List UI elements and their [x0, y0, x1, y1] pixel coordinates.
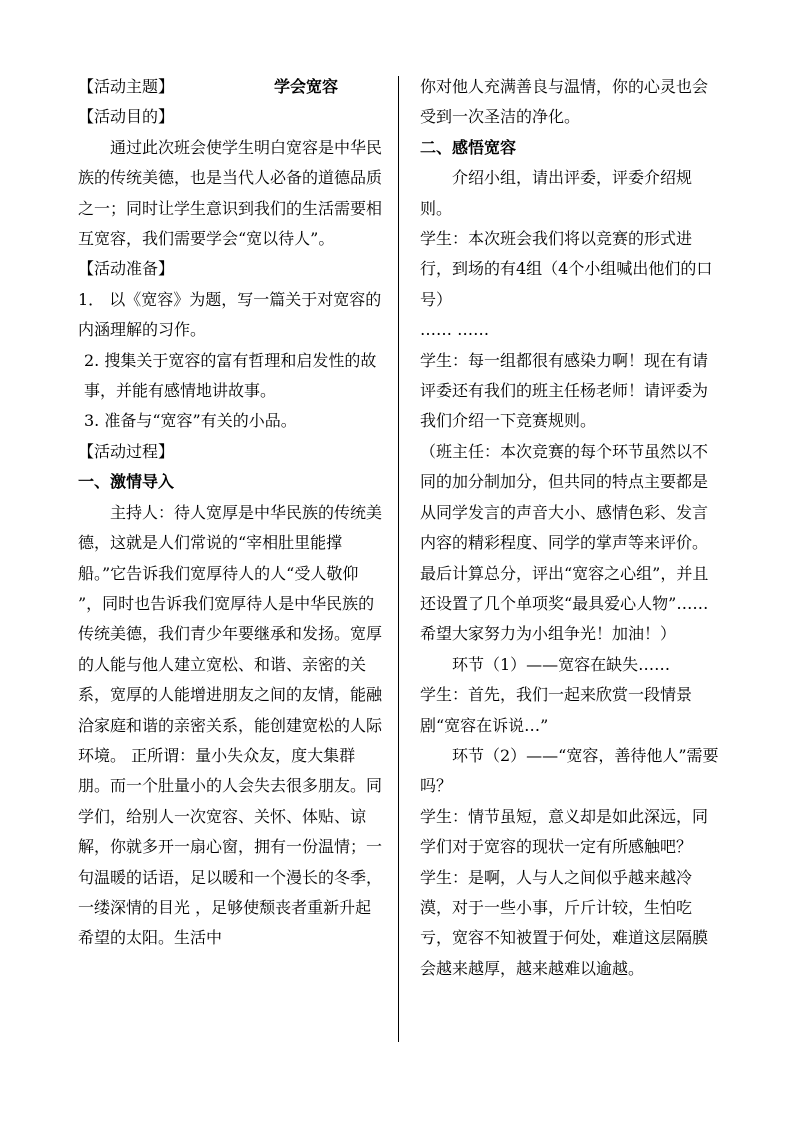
prep-item: 1． 以《宽容》为题，写一篇关于对宽容的内涵理解的习作。: [78, 289, 382, 340]
purpose-text: 通过此次班会使学生明白宽容是中华民族的传统美德，也是当代人必备的道德品质之一；同时让学生意识到我们的生活需要相互宽容，我们需要学会“宽以待人”。: [78, 137, 383, 249]
step-2: 环节（2）——“宽容，善待他人”需要吗？: [420, 745, 719, 796]
prep-item: 2. 搜集关于宽容的富有哲理和启发性的故事，并能有感情地讲故事。: [84, 350, 377, 401]
ellipsis: …… ……: [420, 320, 490, 340]
section1-text: 主持人：待人宽厚是中华民族的传统美德，这就是人们常说的“宰相肚里能撑船。”它告诉我们宽厚待人的人“受人敬仰 ”，同时也告诉我们宽厚待人是中华民族的传统美德，我们青少年要继承和发扬。宽厚的人能与他人建立宽松、和谐、亲密的关系，宽厚的人能增进朋友之间的友情，能融洽家庭和谐的亲密关系，能创建宽松的人际环境。 正所谓：量小失众友，度大集群朋。而一个肚量小的人会失去很多朋友。同学们，给别人一次宽容、关怀、体贴、谅解，你就多开一扇心窗，拥有一份温情；一句温暖的话语，足以暖和一个漫长的冬季，一缕深情的目光 ，足够使颓丧者重新升起希望的太阳。生活中: [78, 502, 383, 948]
prep-item: 3. 准备与“宽容”有关的小品。: [84, 411, 297, 431]
teacher-note: （班主任：本次竞赛的每个环节虽然以不同的加分制加分，但共同的特点主要都是从同学发言的声音大小、感情色彩、发言内容的精彩程度、同学的掌声等来评价。最后计算总分，评出“宽容之心组”，并且还设置了几个单项奖“最具爱心人物”……希望大家努力为小组争光！加油！）: [420, 441, 709, 644]
student-line: 学生：本次班会我们将以竞赛的形式进行，到场的有4组（4个小组喊出他们的口号）: [420, 229, 713, 309]
topic-row: [78, 72, 384, 102]
column-divider: [398, 76, 399, 1042]
section2-title: 二、感悟宽容: [420, 137, 517, 157]
student-line: 学生：情节虽短，意义却是如此深远，同学们对于宽容的现状一定有所感触吧？: [420, 806, 709, 857]
student-line: 学生：是啊，人与人之间似乎越来越冷漠，对于一些小事，斤斤计较，生怕吃亏，宽容不知被置于何处，难道这层隔膜会越来越厚，越来越难以逾越。: [420, 867, 709, 978]
purpose-label: 【活动目的】: [78, 107, 175, 127]
student-line: 学生：每一组都很有感染力啊！现在有请评委还有我们的班主任杨老师！请评委为我们介绍一下竞赛规则。: [420, 350, 709, 431]
continued-text: 你对他人充满善良与温情，你的心灵也会受到一次圣洁的净化。: [420, 77, 709, 127]
intro-text: 介绍小组，请出评委，评委介绍规则。: [420, 168, 693, 218]
right-column: [420, 72, 720, 984]
topic-label: 【活动主题】: [78, 77, 175, 96]
process-label: 【活动过程】: [78, 441, 175, 461]
left-column: [78, 72, 384, 954]
prep-label: 【活动准备】: [78, 259, 175, 279]
topic-value: 学会宽容: [274, 77, 339, 96]
step-1: 环节（1）——宽容在缺失……: [452, 654, 671, 674]
student-line: 学生：首先，我们一起来欣赏一段情景剧“宽容在诉说…”: [420, 685, 693, 735]
section1-title: 一、激情导入: [78, 472, 175, 492]
